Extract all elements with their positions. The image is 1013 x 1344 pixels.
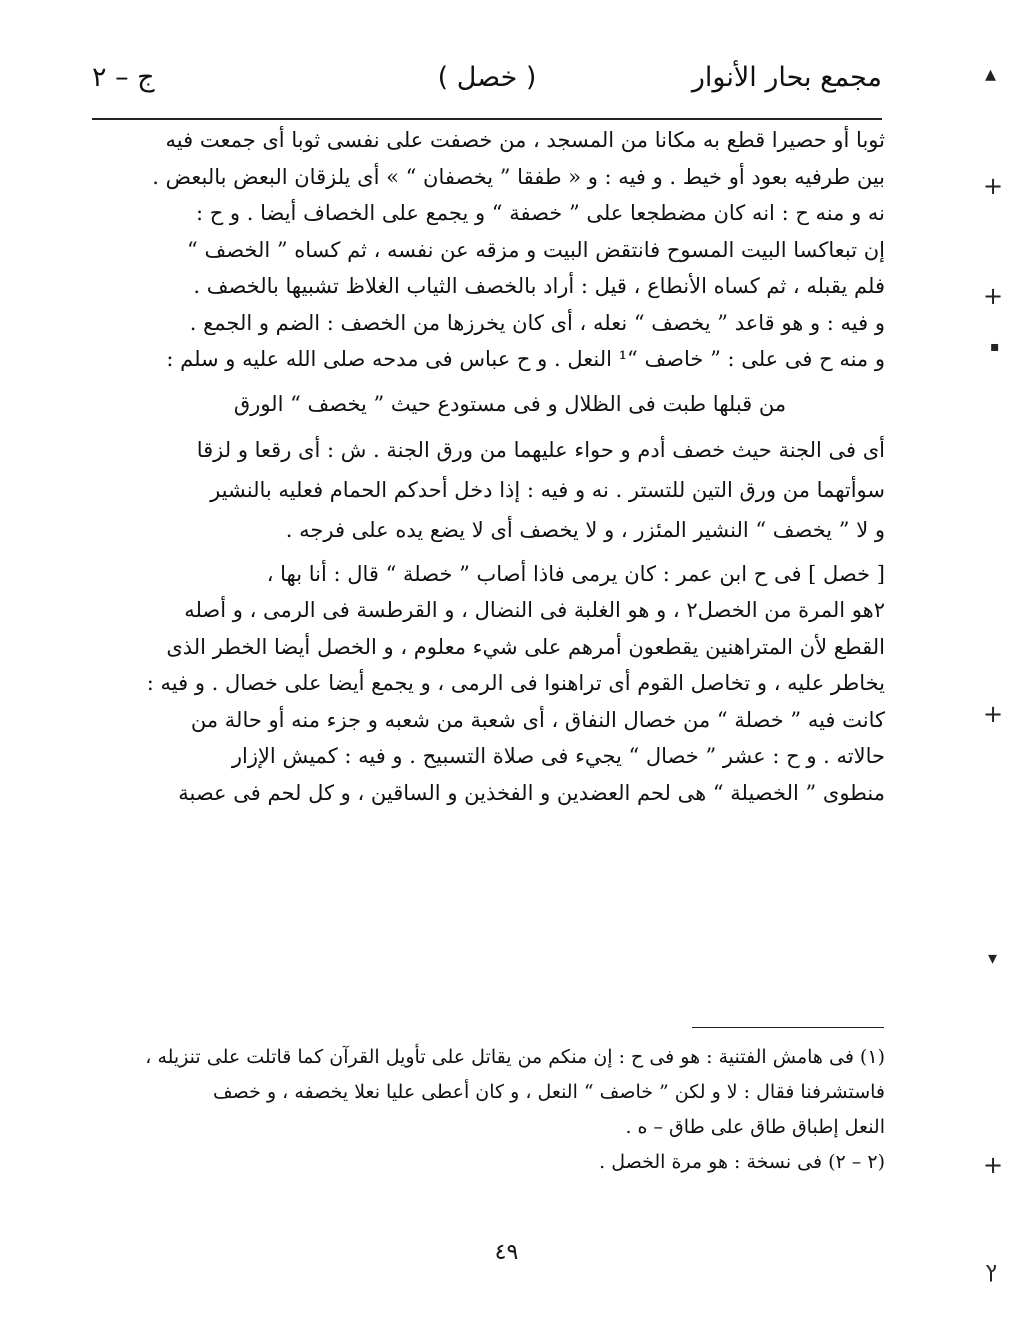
entry-heading-line: [ خصل ] فى ح ابن عمر : كان يرمى فاذا أصاب ” خصلة “ قال : أنا بها ،	[266, 561, 885, 586]
text-line: و منه ح فى على : ” خاصف “¹ النعل . و ح عباس فى مدحه صلى الله عليه و سلم :	[166, 347, 885, 371]
footnotes	[95, 1040, 885, 1180]
text-line: سوأتهما من ورق التين للتستر . نه و فيه : إذا دخل أحدكم الحمام فعليه بالنشير	[210, 477, 885, 502]
footnote-line: النعل إطباق طاق على طاق – ه .	[625, 1116, 885, 1138]
text-line: و لا ” يخصف “ النشير المئزر ، و لا يخصف أى لا يضع يده على فرجه .	[285, 517, 885, 542]
text-line: حالاته . و ح : عشر ” خصال “ يجيء فى صلاة التسبيح . و فيه : كميش الإزار	[231, 744, 885, 768]
crosshair-mark-icon: ץ	[985, 1258, 997, 1283]
text-line: فلم يقبله ، ثم كساه الأنطاع ، قيل : أراد بالخصف الثياب الغلاظ تشبيها بالخصف .	[193, 274, 885, 298]
text-line: و فيه : و هو قاعد ” يخصف “ نعله ، أى كان يخرزها من الخصف : الضم و الجمع .	[189, 310, 885, 335]
registration-mark-icon: ▾	[988, 948, 998, 969]
volume-number: ج – ٢	[92, 62, 155, 93]
footnote-line: (٢ – ٢) فى نسخة : هو مرة الخصل .	[599, 1151, 885, 1173]
text-line: ثوبا أو حصيرا قطع به مكانا من المسجد ، من خصفت على نفسى ثوبا أى جمعت فيه	[165, 128, 885, 152]
page-header	[92, 56, 882, 106]
crosshair-mark-icon: +	[983, 700, 1004, 728]
crosshair-mark-icon: +	[983, 172, 1004, 200]
registration-mark-icon: ▴	[985, 62, 997, 87]
text-line: بين طرفيه بعود أو خيط . و فيه : و « طفقا ” يخصفان “ » أى يلزقان البعض بالبعض .	[152, 164, 885, 189]
text-line: ٢هو المرة من الخصل٢ ، و هو الغلبة فى النضال ، و القرطسة فى الرمى ، و أصله	[184, 598, 885, 622]
registration-mark-icon: ▪	[990, 339, 1000, 355]
main-text	[95, 122, 885, 811]
text-line: منطوى ” الخصيلة “ هى لحم العضدين و الفخذين و الساقين ، و كل لحم فى عصبة	[178, 780, 885, 805]
text-line: نه و منه ح : انه كان مضطجعا على ” خصفة “ و يجمع على الخصاف أيضا . و ح :	[195, 201, 885, 225]
text-line: القطع لأن المتراهنين يقطعون أمرهم على شيء معلوم ، و الخصل أيضا الخطر الذى	[166, 634, 885, 659]
poetry-verse: من قبلها طبت فى الظلال و فى مستودع حيث ” يخصف “ الورق	[233, 391, 787, 416]
entry-word-heading: ( خصل )	[437, 62, 537, 93]
footnote-rule	[692, 1027, 884, 1028]
text-line: يخاطر عليه ، و تخاصل القوم أى تراهنوا فى الرمى ، و يجمع أيضا على خصال . و فيه :	[146, 671, 885, 695]
text-line: كانت فيه ” خصلة “ من خصال النفاق ، أى شعبة من شعبه و جزء منه أو حالة من	[190, 707, 885, 732]
crosshair-mark-icon: +	[983, 282, 1004, 310]
crosshair-mark-icon: +	[983, 1151, 1004, 1179]
text-line: إن تبعاكسا البيت المسوح فانتقض البيت و مزقه عن نفسه ، ثم كساه ” الخصف “	[187, 237, 885, 262]
page-number: ٤٩	[494, 1240, 519, 1265]
footnote-line: (١) فى هامش الفتنية : هو فى ح : إن منكم من يقاتل على تأويل القرآن كما قاتلت على تنزيله ،	[145, 1046, 885, 1068]
text-line: أى فى الجنة حيث خصف أدم و حواء عليهما من ورق الجنة . ش : أى رقعا و لزقا	[196, 437, 885, 462]
footnote-line: فاستشرفنا فقال : لا و لكن ” خاصف “ النعل ، و كان أعطى عليا نعلا يخصفه ، و خصف	[213, 1081, 885, 1103]
header-rule	[92, 118, 882, 120]
book-title: مجمع بحار الأنوار	[691, 62, 882, 93]
